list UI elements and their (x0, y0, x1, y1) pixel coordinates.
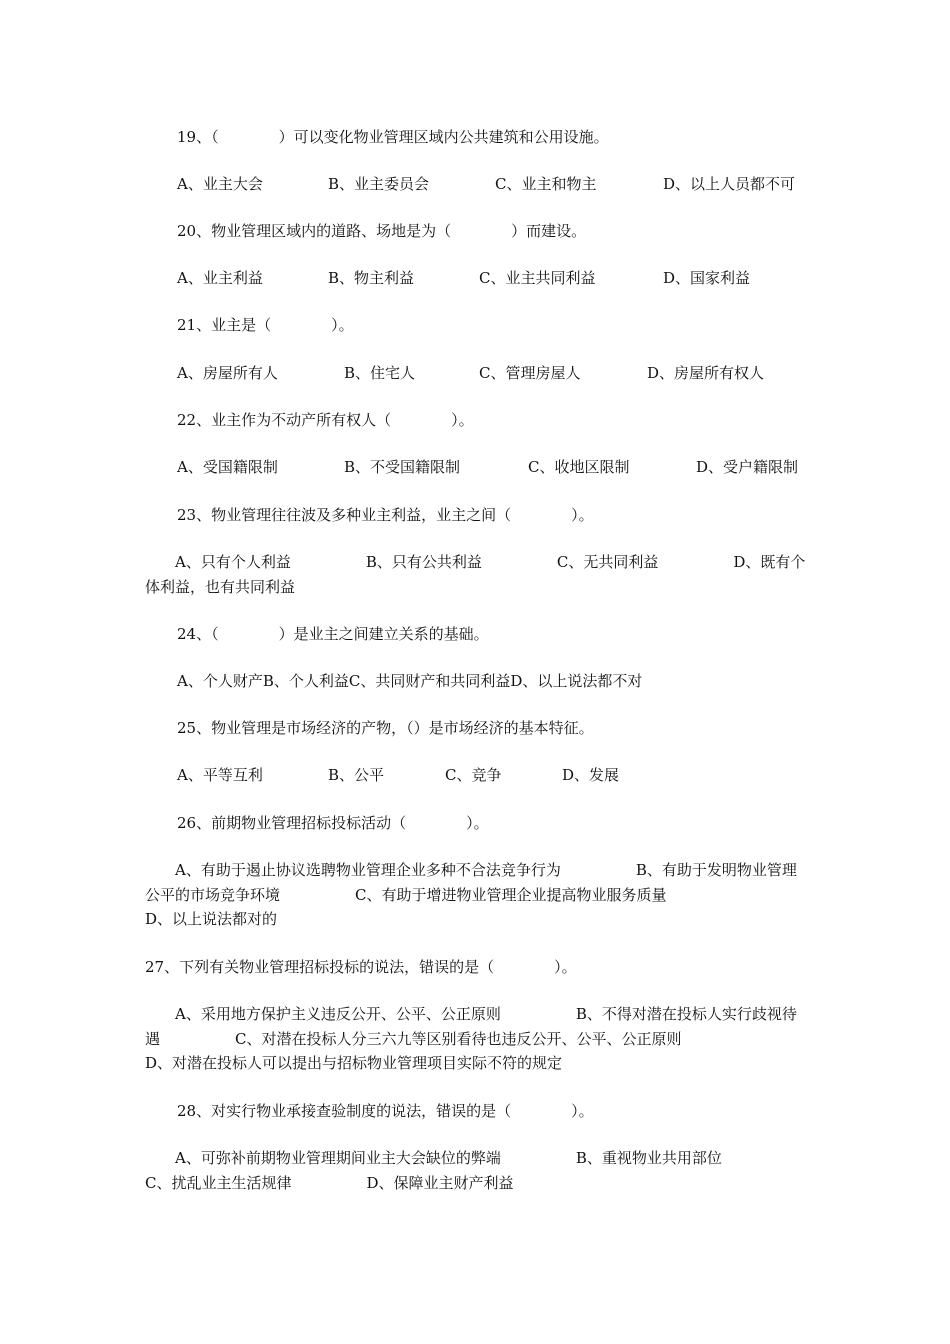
question-21-stem: 21、业主是（ ）。 (177, 316, 354, 334)
question-21-option-d: D、房屋所有权人 (647, 364, 765, 382)
question-26-stem: 26、前期物业管理招标投标活动（ ）。 (177, 814, 489, 832)
question-19-option-a: A、业主大会 (177, 175, 263, 193)
question-25-option-b: B、公平 (328, 766, 385, 784)
question-22-option-b: B、不受国籍限制 (344, 458, 461, 476)
question-19-option-d: D、以上人员都不可 (663, 175, 796, 193)
question-22-option-c: C、收地区限制 (528, 458, 630, 476)
question-23-options: A、只有个人利益 B、只有公共利益 C、无共同利益 D、既有个体利益，也有共同利益 (145, 553, 806, 596)
question-23-stem: 23、物业管理往往波及多种业主利益，业主之间（ ）。 (177, 506, 594, 524)
question-27-options: A、采用地方保护主义违反公开、公平、公正原则 B、不得对潜在投标人实行歧视待遇 C、对潜在投标人分三六九等区别看待也违反公开、公平、公正原则 D、对潜在投标人可以提出与招标物业管理项目实际不符的规定 (145, 1005, 797, 1072)
question-25-option-a: A、平等互利 (177, 766, 263, 784)
question-19-option-c: C、业主和物主 (495, 175, 597, 193)
question-22-option-d: D、受户籍限制 (696, 458, 799, 476)
question-19-stem: 19、（ ）可以变化物业管理区域内公共建筑和公用设施。 (177, 128, 609, 146)
question-24-stem: 24、（ ）是业主之间建立关系的基础。 (177, 625, 489, 643)
question-27-stem: 27、下列有关物业管理招标投标的说法，错误的是（ ）。 (145, 958, 577, 976)
question-19-option-b: B、业主委员会 (328, 175, 430, 193)
question-22-option-a: A、受国籍限制 (177, 458, 278, 476)
question-20-option-d: D、国家利益 (663, 269, 751, 287)
question-26-options: A、有助于遏止协议选聘物业管理企业多种不合法竞争行为 B、有助于发明物业管理公平的市场竞争环境 C、有助于增进物业管理企业提高物业服务质量 D、以上说法都对的 (145, 861, 797, 928)
question-28-options: A、可弥补前期物业管理期间业主大会缺位的弊端 B、重视物业共用部位 C、扰乱业主生活规律 D、保障业主财产利益 (145, 1149, 722, 1192)
question-21-option-c: C、管理房屋人 (479, 364, 581, 382)
question-20-option-c: C、业主共同利益 (479, 269, 596, 287)
question-24-options: A、个人财产B、个人利益C、共同财产和共同利益D、以上说法都不对 (177, 672, 643, 690)
question-28-stem: 28、对实行物业承接查验制度的说法，错误的是（ ）。 (177, 1102, 594, 1120)
question-25-stem: 25、物业管理是市场经济的产物，（）是市场经济的基本特征。 (177, 719, 594, 737)
question-25-option-c: C、竞争 (445, 766, 502, 784)
question-21-option-b: B、住宅人 (344, 364, 416, 382)
question-20-option-b: B、物主利益 (328, 269, 415, 287)
question-21-option-a: A、房屋所有人 (177, 364, 278, 382)
question-25-option-d: D、发展 (562, 766, 620, 784)
question-20-stem: 20、物业管理区域内的道路、场地是为（ ）而建设。 (177, 222, 587, 240)
question-22-stem: 22、业主作为不动产所有权人（ ）。 (177, 411, 474, 429)
question-20-option-a: A、业主利益 (177, 269, 263, 287)
